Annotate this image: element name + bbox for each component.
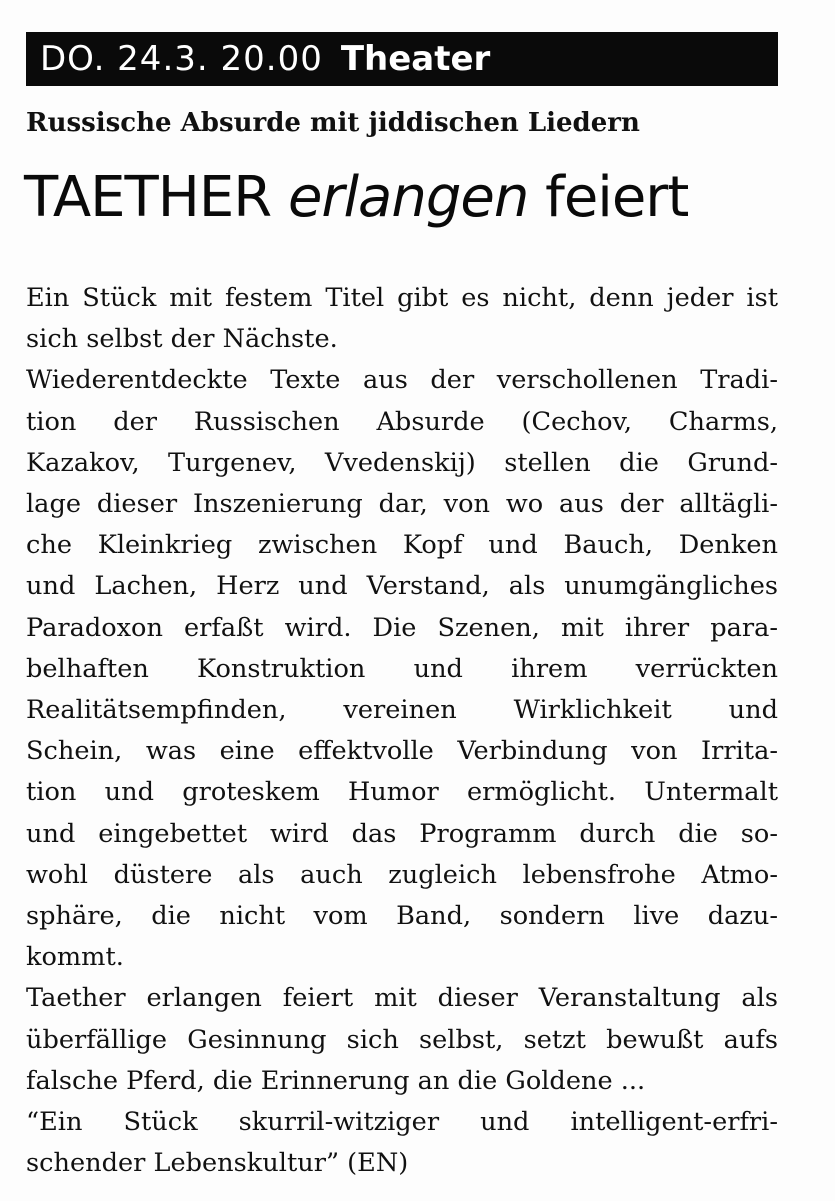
- text-line: falsche Pferd, die Erinnerung an die Goldene ...: [26, 1065, 646, 1096]
- text-line: Kazakov, Turgenev, Vvedenskij) stellen die Grund-: [26, 447, 778, 478]
- text-line: Paradoxon erfaßt wird. Die Szenen, mit ihrer para-: [26, 612, 778, 643]
- header-bar: [26, 32, 778, 86]
- text-line: lage dieser Inszenierung dar, von wo aus der alltägli-: [26, 489, 778, 520]
- article-body: [26, 278, 778, 1184]
- event-date-time: DO. 24.3. 20.00: [40, 39, 323, 79]
- text-line: belhaften Konstruktion und ihrem verrückten: [26, 653, 778, 684]
- text-line: tion der Russischen Absurde (Cechov, Charms,: [26, 406, 778, 437]
- text-line: sich selbst der Nächste.: [26, 324, 338, 355]
- text-line: und eingebettet wird das Programm durch die so-: [26, 818, 778, 849]
- paragraph-4: [26, 1102, 778, 1184]
- text-line: Taether erlangen feiert mit dieser Veranstaltung als: [26, 983, 778, 1014]
- text-line: kommt.: [26, 942, 124, 973]
- text-line: Wiederentdeckte Texte aus der verschollenen Tradi-: [26, 365, 778, 396]
- text-line: schender Lebenskultur” (EN): [26, 1148, 409, 1179]
- paragraph-1: [26, 278, 778, 360]
- text-line: che Kleinkrieg zwischen Kopf und Bauch, Denken: [26, 530, 778, 561]
- text-line: wohl düstere als auch zugleich lebensfrohe Atmo-: [26, 859, 778, 890]
- headline-part-1: TAETHER: [24, 165, 288, 230]
- text-line: “Ein Stück skurril-witziger und intelligent-erfri-: [26, 1107, 778, 1138]
- text-line: Ein Stück mit festem Titel gibt es nicht, denn jeder ist: [26, 283, 778, 313]
- headline-part-3: feiert: [528, 165, 689, 230]
- text-line: überfällige Gesinnung sich selbst, setzt bewußt aufs: [26, 1024, 778, 1055]
- text-line: Realitätsempfinden, vereinen Wirklichkeit und: [26, 695, 778, 726]
- paragraph-2: [26, 360, 778, 978]
- headline-part-2: erlangen: [287, 165, 529, 230]
- article-subtitle: Russische Absurde mit jiddischen Liedern: [26, 108, 640, 138]
- text-line: tion und groteskem Humor ermöglicht. Untermalt: [26, 777, 778, 808]
- text-line: Schein, was eine effektvolle Verbindung von Irrita-: [26, 736, 778, 767]
- text-line: und Lachen, Herz und Verstand, als unumgängliches: [26, 571, 778, 602]
- event-category: Theater: [340, 39, 491, 79]
- text-line: sphäre, die nicht vom Band, sondern live dazu-: [26, 901, 778, 932]
- paragraph-3: [26, 978, 778, 1102]
- article-headline: [24, 165, 688, 230]
